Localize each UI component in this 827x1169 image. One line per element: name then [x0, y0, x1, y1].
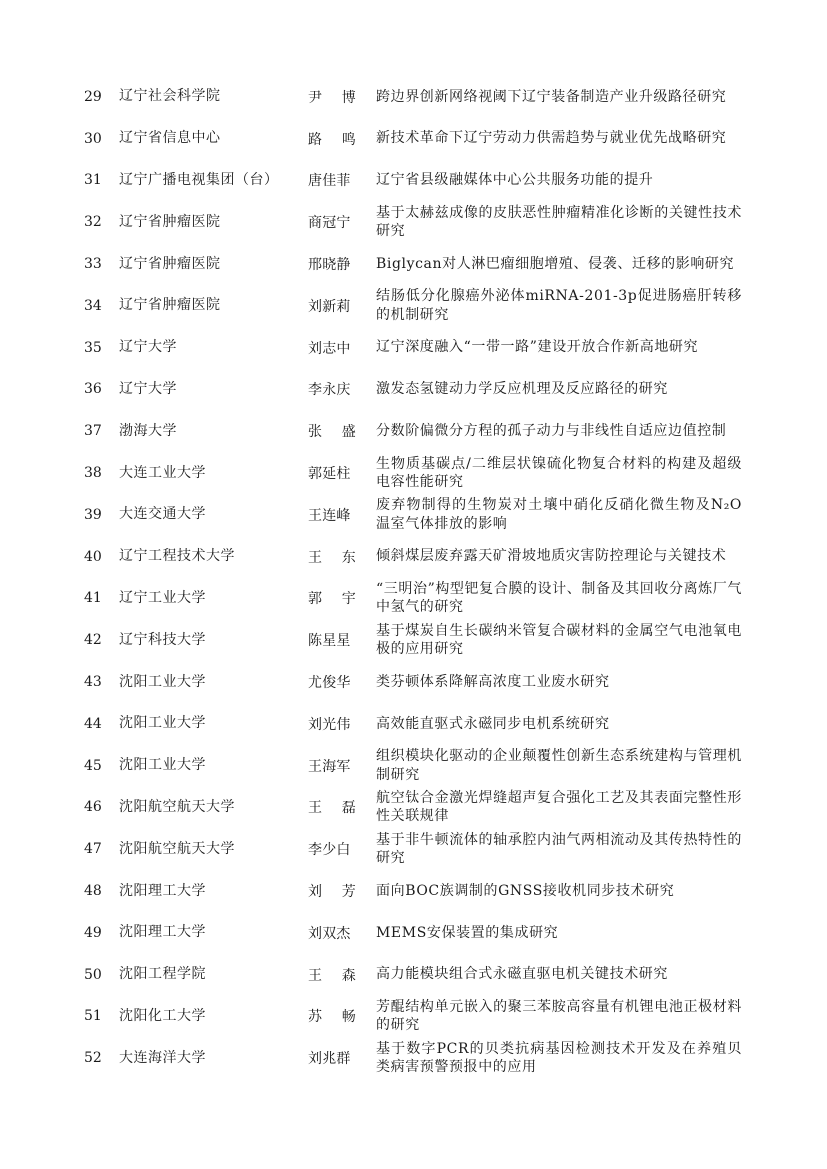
organization: 辽宁广播电视集团（台） — [119, 171, 279, 188]
row-number: 41 — [84, 590, 102, 607]
table-row — [0, 285, 827, 327]
row-number: 45 — [84, 757, 102, 774]
project-title: 面向BOC族调制的GNSS接收机同步技术研究 — [376, 882, 675, 899]
organization: 沈阳工程学院 — [119, 966, 206, 983]
person-name: 尤俊华 — [308, 675, 351, 692]
person-name: 郭延柱 — [308, 466, 351, 483]
person-name: 刘光伟 — [308, 716, 351, 733]
row-number: 31 — [84, 172, 102, 189]
project-title: 基于太赫兹成像的皮肤恶性肿瘤精准化诊断的关键性技术研究 — [376, 204, 742, 240]
project-list — [0, 76, 827, 1079]
organization: 辽宁社会科学院 — [119, 88, 221, 105]
person-name: 王连峰 — [308, 507, 351, 524]
table-row — [0, 787, 827, 829]
row-number: 43 — [84, 674, 102, 691]
table-row — [0, 954, 827, 996]
person-name: 王 森 — [308, 967, 356, 984]
row-number: 49 — [84, 924, 102, 941]
organization: 辽宁省肿瘤医院 — [119, 297, 221, 314]
person-name: 李少白 — [308, 842, 351, 859]
project-title: 基于非牛顿流体的轴承腔内油气两相流动及其传热特性的研究 — [376, 831, 742, 867]
table-row — [0, 661, 827, 703]
row-number: 36 — [84, 381, 102, 398]
person-name: 刘 芳 — [308, 884, 356, 901]
project-title: 结肠低分化腺癌外泌体miRNA-201-3p促进肠癌肝转移的机制研究 — [376, 288, 742, 323]
person-name: 刘双杰 — [308, 925, 351, 942]
project-title: 废弃物制得的生物炭对土壤中硝化反硝化微生物及N₂O温室气体排放的影响 — [376, 497, 742, 532]
table-row — [0, 243, 827, 285]
row-number: 35 — [84, 339, 102, 356]
organization: 沈阳理工大学 — [119, 882, 206, 899]
table-row — [0, 828, 827, 870]
person-name: 郭 宇 — [308, 591, 356, 608]
project-title: 倾斜煤层废弃露天矿滑坡地质灾害防控理论与关键技术 — [376, 548, 727, 565]
row-number: 46 — [84, 799, 102, 816]
row-number: 44 — [84, 715, 102, 732]
person-name: 刘兆群 — [308, 1051, 351, 1068]
organization: 辽宁省肿瘤医院 — [119, 255, 221, 272]
project-title: 芳醌结构单元嵌入的聚三苯胺高容量有机锂电池正极材料的研究 — [376, 998, 742, 1034]
row-number: 51 — [84, 1008, 102, 1025]
project-title: “三明治”构型钯复合膜的设计、制备及其回收分离炼厂气中氢气的研究 — [376, 580, 742, 616]
row-number: 30 — [84, 130, 102, 147]
person-name: 路 鸣 — [308, 131, 356, 148]
row-number: 29 — [84, 88, 102, 105]
project-title: 高效能直驱式永磁同步电机系统研究 — [376, 715, 610, 732]
project-title: 基于煤炭自生长碳纳米管复合碳材料的金属空气电池氧电极的应用研究 — [376, 622, 742, 658]
person-name: 邢晓静 — [308, 257, 351, 274]
organization: 辽宁大学 — [119, 380, 177, 397]
person-name: 陈星星 — [308, 633, 351, 650]
organization: 沈阳工业大学 — [119, 715, 206, 732]
project-title: 分数阶偏微分方程的孤子动力与非线性自适应边值控制 — [376, 423, 727, 440]
table-row — [0, 745, 827, 787]
row-number: 48 — [84, 883, 102, 900]
organization: 辽宁大学 — [119, 339, 177, 356]
row-number: 47 — [84, 841, 102, 858]
person-name: 刘新莉 — [308, 298, 351, 315]
organization: 辽宁工业大学 — [119, 589, 206, 606]
project-title: 组织模块化驱动的企业颠覆性创新生态系统建构与管理机制研究 — [376, 748, 742, 783]
table-row — [0, 369, 827, 411]
project-title: 高力能模块组合式永磁直驱电机关键技术研究 — [376, 966, 668, 983]
person-name: 张 盛 — [308, 424, 356, 441]
row-number: 39 — [84, 506, 102, 523]
person-name: 李永庆 — [308, 382, 351, 399]
table-row — [0, 912, 827, 954]
project-title: 跨边界创新网络视阈下辽宁装备制造产业升级路径研究 — [376, 88, 727, 105]
person-name: 尹 博 — [308, 89, 356, 106]
table-row — [0, 160, 827, 202]
row-number: 32 — [84, 214, 102, 231]
table-row — [0, 118, 827, 160]
project-title: Biglycan对人淋巴瘤细胞增殖、侵袭、迁移的影响研究 — [376, 255, 735, 272]
organization: 沈阳航空航天大学 — [119, 798, 235, 815]
project-title: 新技术革命下辽宁劳动力供需趋势与就业优先战略研究 — [376, 130, 727, 147]
organization: 沈阳理工大学 — [119, 924, 206, 941]
person-name: 苏 畅 — [308, 1009, 356, 1026]
project-title: 生物质基碳点/二维层状镍硫化物复合材料的构建及超级电容性能研究 — [376, 455, 742, 491]
table-row — [0, 76, 827, 118]
organization: 沈阳工业大学 — [119, 757, 206, 774]
project-title: 激发态氢键动力学反应机理及反应路径的研究 — [376, 381, 668, 398]
row-number: 52 — [84, 1050, 102, 1067]
project-title: 类芬顿体系降解高浓度工业废水研究 — [376, 673, 610, 690]
organization: 辽宁工程技术大学 — [119, 548, 235, 565]
table-row — [0, 327, 827, 369]
table-row — [0, 201, 827, 243]
organization: 沈阳航空航天大学 — [119, 840, 235, 857]
organization: 辽宁省肿瘤医院 — [119, 213, 221, 230]
organization: 辽宁科技大学 — [119, 631, 206, 648]
project-title: 辽宁省县级融媒体中心公共服务功能的提升 — [376, 172, 654, 189]
person-name: 商冠宁 — [308, 215, 351, 232]
table-row — [0, 452, 827, 494]
row-number: 37 — [84, 423, 102, 440]
organization: 大连海洋大学 — [119, 1049, 206, 1066]
table-row — [0, 536, 827, 578]
row-number: 34 — [84, 297, 102, 314]
person-name: 唐佳菲 — [308, 173, 351, 190]
table-row — [0, 494, 827, 536]
person-name: 刘志中 — [308, 340, 351, 357]
person-name: 王 磊 — [308, 800, 356, 817]
project-title: 基于数字PCR的贝类抗病基因检测技术开发及在养殖贝类病害预警预报中的应用 — [376, 1040, 742, 1076]
table-row — [0, 578, 827, 620]
person-name: 王海军 — [308, 758, 351, 775]
row-number: 40 — [84, 548, 102, 565]
person-name: 王 东 — [308, 549, 356, 566]
table-row — [0, 703, 827, 745]
organization: 大连工业大学 — [119, 464, 206, 481]
table-row — [0, 870, 827, 912]
organization: 辽宁省信息中心 — [119, 130, 221, 147]
organization: 沈阳化工大学 — [119, 1007, 206, 1024]
project-title: MEMS安保装置的集成研究 — [376, 924, 559, 941]
table-row — [0, 410, 827, 452]
project-title: 航空钛合金激光焊缝超声复合强化工艺及其表面完整性形性关联规律 — [376, 789, 742, 825]
organization: 渤海大学 — [119, 422, 177, 439]
table-row — [0, 619, 827, 661]
row-number: 50 — [84, 966, 102, 983]
row-number: 33 — [84, 256, 102, 273]
table-row — [0, 996, 827, 1038]
organization: 沈阳工业大学 — [119, 673, 206, 690]
organization: 大连交通大学 — [119, 506, 206, 523]
row-number: 38 — [84, 465, 102, 482]
row-number: 42 — [84, 632, 102, 649]
project-title: 辽宁深度融入“一带一路”建设开放合作新高地研究 — [376, 339, 699, 356]
table-row — [0, 1037, 827, 1079]
